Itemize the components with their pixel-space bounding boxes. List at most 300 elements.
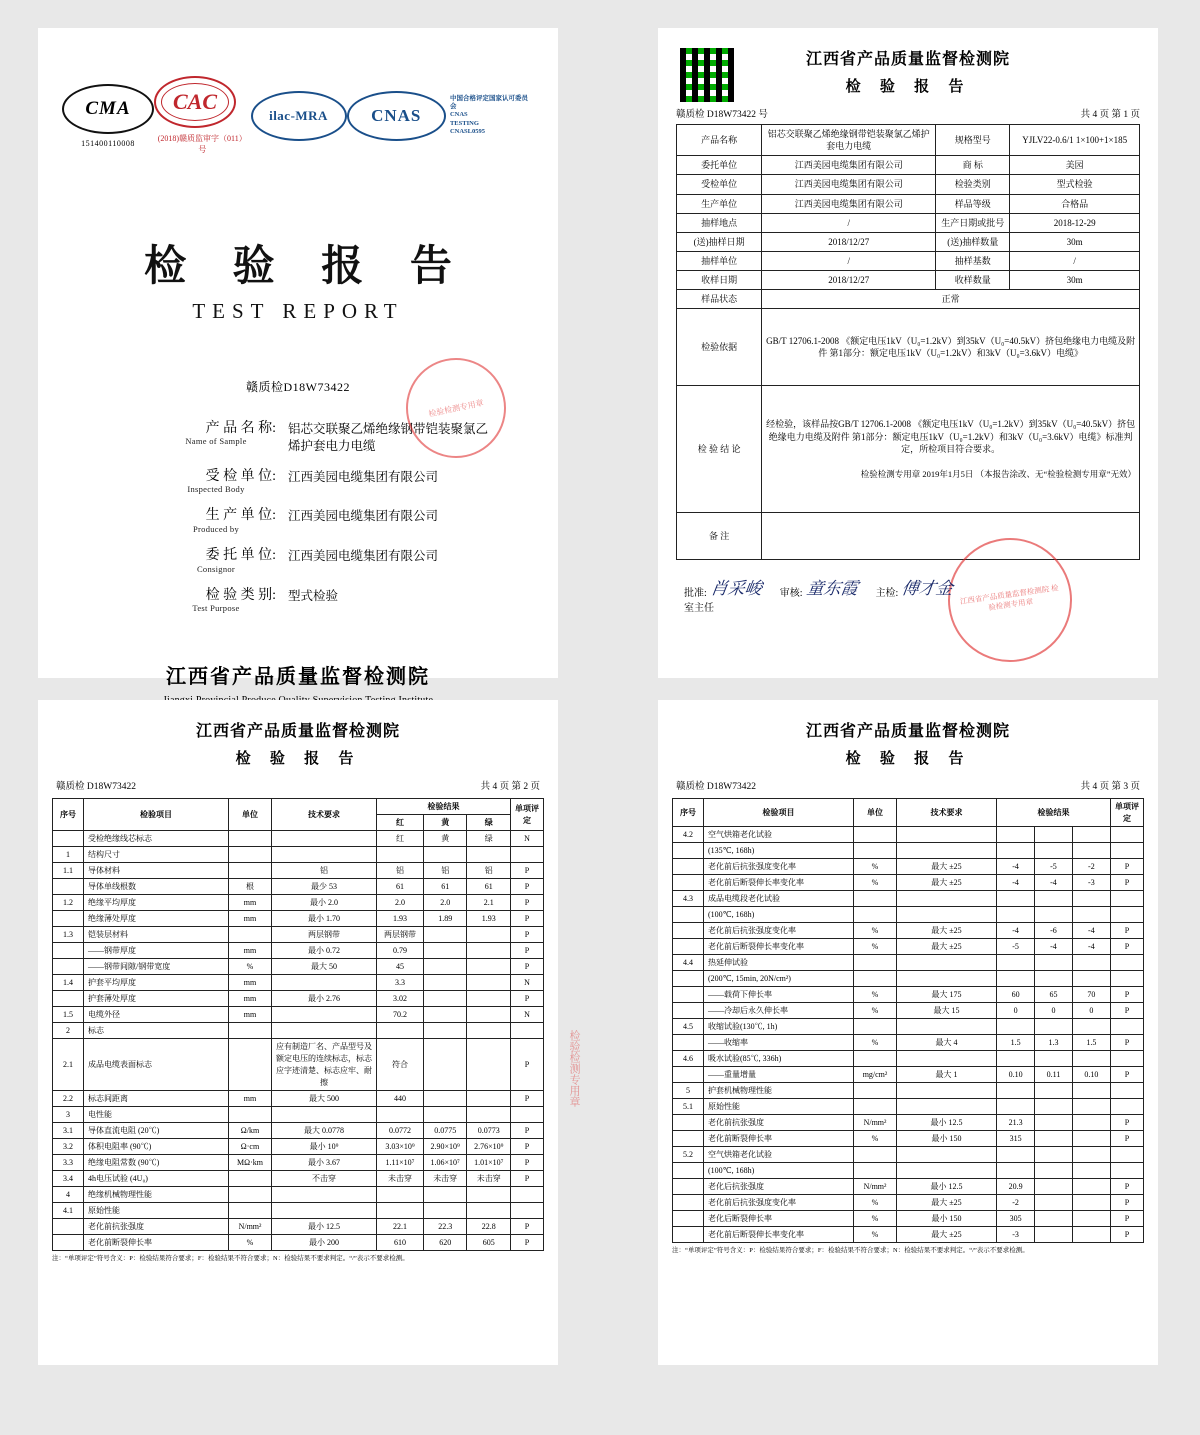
- cell-value: [272, 1107, 377, 1123]
- cell-value: P: [1111, 1067, 1144, 1083]
- cnas-logo: [347, 91, 534, 141]
- cell-value: 1.5: [1072, 1035, 1110, 1051]
- table-row: [53, 895, 544, 911]
- cell-value: [1035, 907, 1073, 923]
- cell-no: [53, 1219, 84, 1235]
- cell-value: P: [511, 1155, 544, 1171]
- field-row: [156, 469, 558, 495]
- cell-item: 空气烘箱老化试验: [704, 827, 854, 843]
- cell-item: 老化前抗张强度: [84, 1219, 229, 1235]
- cell-value: [467, 1039, 511, 1091]
- cell-item: ——收缩率: [704, 1035, 854, 1051]
- cell-value: [1072, 955, 1110, 971]
- cell-value: 最大 1: [897, 1067, 997, 1083]
- cell-value: N: [511, 975, 544, 991]
- remark-value: [762, 513, 1140, 560]
- cell-value: 不击穿: [272, 1171, 377, 1187]
- table-row: [53, 863, 544, 879]
- signature-label: 主检:: [875, 588, 899, 600]
- cell-item: 绝缘电阻常数 (90℃): [84, 1155, 229, 1171]
- cell-value: mm: [229, 943, 272, 959]
- cell-value: [1035, 971, 1073, 987]
- cell-value: [1035, 1083, 1073, 1099]
- cell-value: [997, 955, 1035, 971]
- cell-value: [897, 1083, 997, 1099]
- page-2-cell: [610, 0, 1200, 700]
- col-header-no: 序号: [53, 799, 84, 831]
- cell-value: 3.03×10⁹: [377, 1139, 424, 1155]
- cell-value: P: [511, 927, 544, 943]
- cell-no: [53, 911, 84, 927]
- cell-value: [897, 1147, 997, 1163]
- cell-label: 样品等级: [936, 194, 1010, 213]
- table-row: [673, 907, 1144, 923]
- cell-value: /: [1010, 251, 1140, 270]
- cell-item: 成品电缆表面标志: [84, 1039, 229, 1091]
- table-note: 注：“单项评定”符号含义：P：检验结果符合要求；F：检验结果不符合要求；N：检验结果不要求判定。“/”表示不要求检测。: [672, 1247, 1029, 1254]
- table-row: [673, 1131, 1144, 1147]
- cell-value: [997, 1083, 1035, 1099]
- cell-label: (送)抽样日期: [677, 232, 762, 251]
- cell-no: 5: [673, 1083, 704, 1099]
- cell-value: mm: [229, 895, 272, 911]
- cell-label: 抽样单位: [677, 251, 762, 270]
- cell-value: [377, 847, 424, 863]
- cell-value: [854, 1051, 897, 1067]
- cell-value: 铝芯交联聚乙烯绝缘钢带铠装聚氯乙烯护套电力电缆: [762, 125, 936, 156]
- cell-item: 结构尺寸: [84, 847, 229, 863]
- cell-value: P: [1111, 875, 1144, 891]
- col-header-result: 检验结果: [997, 799, 1111, 827]
- cell-no: 5.2: [673, 1147, 704, 1163]
- cell-no: 1.5: [53, 1007, 84, 1023]
- cell-value: [1072, 1179, 1110, 1195]
- cell-no: 4.1: [53, 1203, 84, 1219]
- cac-oval-icon: CAC: [154, 76, 236, 128]
- cell-value: [997, 1099, 1035, 1115]
- cell-value: [1072, 1083, 1110, 1099]
- report-meta: [676, 778, 1140, 792]
- cell-value: 江西美园电缆集团有限公司: [762, 175, 936, 194]
- table-row: [673, 1195, 1144, 1211]
- cell-value: P: [511, 879, 544, 895]
- cell-value: [423, 1039, 467, 1091]
- table-row: [673, 1035, 1144, 1051]
- page-title: 检 验 报 告: [235, 749, 361, 767]
- cell-value: 最大 4: [897, 1035, 997, 1051]
- field-label: [156, 588, 276, 614]
- cell-item: 导体材料: [84, 863, 229, 879]
- page-title: 检 验 报 告: [845, 77, 971, 95]
- cell-value: [423, 927, 467, 943]
- cell-value: P: [511, 991, 544, 1007]
- cell-value: -4: [1072, 923, 1110, 939]
- signature-row: [684, 574, 1158, 599]
- cell-value: mm: [229, 975, 272, 991]
- cell-value: 1.11×10⁷: [377, 1155, 424, 1171]
- cell-value: 最少 53: [272, 879, 377, 895]
- cell-value: [467, 1007, 511, 1023]
- table-row: [53, 1155, 544, 1171]
- conclusion-signature-note: 检验检测专用章 2019年1月5日 （本报告涂改、无“检验检测专用章”无效）: [860, 468, 1136, 479]
- cell-value: [854, 1019, 897, 1035]
- cell-value: [1035, 1179, 1073, 1195]
- field-value: 江西美园电缆集团有限公司: [288, 509, 439, 524]
- report-summary-page: [658, 28, 1158, 678]
- table-note: 注：“单项评定”符号含义：P：检验结果符合要求；F：检验结果不符合要求；N：检验结果不要求判定。“/”表示不要求检测。: [52, 1255, 409, 1262]
- cell-value: 最大 50: [272, 959, 377, 975]
- cell-value: 3.02: [377, 991, 424, 1007]
- cell-no: [673, 1115, 704, 1131]
- cell-no: [673, 1035, 704, 1051]
- cell-value: [511, 1023, 544, 1039]
- cell-value: [1035, 955, 1073, 971]
- cell-value: 铝: [467, 863, 511, 879]
- sub-col-yellow: 黄: [423, 815, 467, 831]
- cell-value: [229, 1171, 272, 1187]
- cell-value: 620: [423, 1235, 467, 1251]
- table-body: [53, 831, 544, 1251]
- page-number: 共 4 页 第 3 页: [1080, 782, 1140, 792]
- cell-value: P: [511, 1091, 544, 1107]
- cell-value: [511, 1203, 544, 1219]
- cell-item: 老化前抗张强度: [704, 1115, 854, 1131]
- cnas-side-text: [450, 95, 534, 136]
- cell-value: P: [511, 1219, 544, 1235]
- table-row: [53, 991, 544, 1007]
- red-stamp-icon: 江西省产品质量监督检测院 检验检测专用章: [940, 530, 1080, 670]
- cell-value: -4: [1035, 875, 1073, 891]
- cell-value: [854, 971, 897, 987]
- cell-value: 最小 2.0: [272, 895, 377, 911]
- cell-item: 绝缘平均厚度: [84, 895, 229, 911]
- cell-value: %: [854, 859, 897, 875]
- cell-value: P: [1111, 859, 1144, 875]
- cell-value: 0.10: [997, 1067, 1035, 1083]
- cell-item: 老化前后断裂伸长率变化率: [704, 875, 854, 891]
- cell-value: [1072, 843, 1110, 859]
- sample-state-label: 样品状态: [677, 290, 762, 309]
- cell-value: 最大 ±25: [897, 1195, 997, 1211]
- cell-value: 江西美园电缆集团有限公司: [762, 156, 936, 175]
- cell-item: 老化后抗张强度: [704, 1179, 854, 1195]
- cell-value: 最大 500: [272, 1091, 377, 1107]
- col-header-unit: 单位: [854, 799, 897, 827]
- cell-value: N/mm²: [229, 1219, 272, 1235]
- cell-value: 最小 1.70: [272, 911, 377, 927]
- cell-value: 最小 0.72: [272, 943, 377, 959]
- cell-value: [1072, 1195, 1110, 1211]
- conclusion-text: 经检验，该样品按GB/T 12706.1-2008 《额定电压1kV（U₀=1.2kV）到35kV（U₀=40.5kV）挤包绝缘电力电缆及附件 第1部分：额定电压1kV（U₀=1.2kV）和3kV（U₀=3.6kV）电缆》标准判定，所检项目符合要求。: [766, 419, 1136, 454]
- cell-value: 2.0: [423, 895, 467, 911]
- cell-no: 3.1: [53, 1123, 84, 1139]
- cell-value: %: [854, 1131, 897, 1147]
- cell-value: -4: [1072, 939, 1110, 955]
- field-label-en: Test Purpose: [192, 603, 240, 614]
- table-row: [53, 1123, 544, 1139]
- cell-item: (200℃, 15min, 20N/cm²): [704, 971, 854, 987]
- report-meta: [676, 106, 1140, 120]
- red-side-stamp-icon: 检验检测专用章: [568, 1030, 580, 1107]
- remark-label: 备 注: [677, 513, 762, 560]
- cell-value: [1035, 1227, 1073, 1243]
- cell-value: 22.8: [467, 1219, 511, 1235]
- cell-value: 1.93: [377, 911, 424, 927]
- cell-no: [673, 1067, 704, 1083]
- cell-value: 0.10: [1072, 1067, 1110, 1083]
- cell-value: [467, 847, 511, 863]
- cell-value: [377, 1107, 424, 1123]
- cell-value: [272, 1187, 377, 1203]
- cell-no: 2.2: [53, 1091, 84, 1107]
- cell-value: 型式检验: [1010, 175, 1140, 194]
- table-row: [677, 194, 1140, 213]
- test-results-table-p3: [672, 798, 1144, 1243]
- cell-value: [1111, 1099, 1144, 1115]
- table-row: [53, 1023, 544, 1039]
- table-row: [673, 971, 1144, 987]
- cell-value: -4: [997, 923, 1035, 939]
- cell-value: mm: [229, 1091, 272, 1107]
- cell-no: [53, 1235, 84, 1251]
- cell-value: -5: [997, 939, 1035, 955]
- col-header-requirement: 技术要求: [272, 799, 377, 831]
- cell-value: P: [511, 1039, 544, 1091]
- cell-value: MΩ·km: [229, 1155, 272, 1171]
- report-number: 赣质检 D18W73422 号: [676, 110, 768, 120]
- page-1-cell: [0, 0, 610, 700]
- cell-value: [854, 843, 897, 859]
- cell-value: [467, 1091, 511, 1107]
- cell-value: N/mm²: [854, 1115, 897, 1131]
- cell-value: P: [1111, 1003, 1144, 1019]
- cell-item: ——冷却后永久伸长率: [704, 1003, 854, 1019]
- cell-item: 绝缘薄处厚度: [84, 911, 229, 927]
- cell-value: [1035, 1147, 1073, 1163]
- cell-value: %: [854, 987, 897, 1003]
- cell-value: [423, 991, 467, 1007]
- cell-no: 1: [53, 847, 84, 863]
- cell-value: 铝: [423, 863, 467, 879]
- signature-tester: [876, 574, 954, 599]
- cell-item: 电缆外径: [84, 1007, 229, 1023]
- cell-item: 老化前后断裂伸长率变化率: [704, 939, 854, 955]
- cell-value: 61: [423, 879, 467, 895]
- cell-value: %: [854, 1003, 897, 1019]
- table-row: [53, 847, 544, 863]
- cac-logo: [154, 76, 251, 155]
- field-label-cn: 检 验 类 别:: [205, 587, 276, 603]
- cell-value: 45: [377, 959, 424, 975]
- cell-value: %: [854, 1195, 897, 1211]
- cell-value: 铝: [377, 863, 424, 879]
- cell-value: [897, 955, 997, 971]
- institute-name: 江西省产品质量监督检测院: [805, 721, 1010, 740]
- table-row: [677, 309, 1140, 386]
- table-row: [53, 943, 544, 959]
- cell-value: 2018-12-29: [1010, 213, 1140, 232]
- cell-value: %: [854, 923, 897, 939]
- cell-value: P: [511, 1171, 544, 1187]
- cma-oval-icon: CMA: [62, 84, 154, 134]
- cma-logo: [62, 84, 154, 148]
- cell-label: 商 标: [936, 156, 1010, 175]
- cell-value: 最小 12.5: [897, 1115, 997, 1131]
- table-row: [673, 1179, 1144, 1195]
- cell-value: 0.0775: [423, 1123, 467, 1139]
- cell-value: 1.06×10⁷: [423, 1155, 467, 1171]
- cma-number: 151400110008: [81, 138, 135, 148]
- cell-value: 最大 ±25: [897, 923, 997, 939]
- table-row: [677, 125, 1140, 156]
- cell-no: [673, 875, 704, 891]
- cell-item: 受检绝缘线芯标志: [84, 831, 229, 847]
- cell-value: [854, 891, 897, 907]
- cell-value: 未击穿: [467, 1171, 511, 1187]
- cell-value: [854, 1163, 897, 1179]
- page-3-cell: [0, 700, 610, 1435]
- cell-value: [897, 907, 997, 923]
- cell-value: [1035, 827, 1073, 843]
- cell-item: 老化前后抗张强度变化率: [704, 923, 854, 939]
- table-row: [673, 1051, 1144, 1067]
- accreditation-logos: [38, 28, 558, 155]
- cell-value: -3: [1072, 875, 1110, 891]
- cell-value: [1035, 1131, 1073, 1147]
- cell-value: 1.89: [423, 911, 467, 927]
- table-row: [53, 1235, 544, 1251]
- cell-no: [53, 959, 84, 975]
- cell-value: -4: [1035, 939, 1073, 955]
- cell-value: [997, 891, 1035, 907]
- cell-value: %: [854, 1035, 897, 1051]
- cell-no: [673, 1163, 704, 1179]
- cell-value: 610: [377, 1235, 424, 1251]
- cell-value: [423, 1091, 467, 1107]
- cell-value: [377, 1187, 424, 1203]
- cell-value: [1035, 1211, 1073, 1227]
- table-row: [677, 156, 1140, 175]
- cell-value: 70.2: [377, 1007, 424, 1023]
- cell-value: 最大 0.0778: [272, 1123, 377, 1139]
- cell-value: P: [511, 1139, 544, 1155]
- cell-item: ——钢带厚度: [84, 943, 229, 959]
- cell-value: -6: [1035, 923, 1073, 939]
- cnas-side-line4: CNASL0595: [449, 127, 486, 135]
- cell-value: 1.3: [1035, 1035, 1073, 1051]
- cell-value: %: [854, 875, 897, 891]
- cell-label: 生产单位: [677, 194, 762, 213]
- cell-value: [1072, 1019, 1110, 1035]
- cell-item: 4h电压试验 (4U₀): [84, 1171, 229, 1187]
- cell-value: [1111, 843, 1144, 859]
- col-header-no: 序号: [673, 799, 704, 827]
- cell-value: %: [229, 959, 272, 975]
- table-header-row: [53, 799, 544, 815]
- cell-no: 3.3: [53, 1155, 84, 1171]
- signature-sub-label: 室主任: [684, 603, 714, 615]
- cell-value: 2.1: [467, 895, 511, 911]
- cell-no: [53, 879, 84, 895]
- cell-value: [897, 971, 997, 987]
- basis-label: 检验依据: [677, 309, 762, 386]
- cell-no: [673, 1211, 704, 1227]
- table-row: [53, 975, 544, 991]
- cell-value: [229, 847, 272, 863]
- cell-value: [1072, 1051, 1110, 1067]
- cell-value: 0.11: [1035, 1067, 1073, 1083]
- cell-item: 标志: [84, 1023, 229, 1039]
- cell-value: P: [1111, 1035, 1144, 1051]
- cell-value: 0.0772: [377, 1123, 424, 1139]
- cell-no: 4: [53, 1187, 84, 1203]
- cell-no: [673, 1179, 704, 1195]
- cell-value: mg/cm²: [854, 1067, 897, 1083]
- cell-label: 检验类别: [936, 175, 1010, 194]
- cell-value: [272, 975, 377, 991]
- cell-no: [673, 907, 704, 923]
- table-row: [673, 1211, 1144, 1227]
- cell-item: 成品电缆段老化试验: [704, 891, 854, 907]
- cell-no: 1.1: [53, 863, 84, 879]
- table-row: [673, 955, 1144, 971]
- cell-item: 老化前后断裂伸长率变化率: [704, 1227, 854, 1243]
- cell-item: 热延伸试验: [704, 955, 854, 971]
- cell-value: mm: [229, 1007, 272, 1023]
- cell-item: ——钢带间隙/钢带宽度: [84, 959, 229, 975]
- cell-value: [467, 1187, 511, 1203]
- cell-value: [1072, 1227, 1110, 1243]
- cell-value: P: [511, 911, 544, 927]
- cell-item: 体积电阻率 (90℃): [84, 1139, 229, 1155]
- sample-state-value: 正常: [762, 290, 1140, 309]
- cell-value: 22.1: [377, 1219, 424, 1235]
- cell-value: [1072, 907, 1110, 923]
- cnas-side-line3: TESTING: [449, 119, 479, 127]
- cell-no: 1.4: [53, 975, 84, 991]
- cell-value: %: [854, 939, 897, 955]
- cell-value: [1035, 1051, 1073, 1067]
- cell-no: [673, 1003, 704, 1019]
- cell-value: 22.3: [423, 1219, 467, 1235]
- cell-value: -5: [1035, 859, 1073, 875]
- table-row: [53, 1039, 544, 1091]
- page-4-cell: [610, 700, 1200, 1435]
- cell-value: 1.5: [997, 1035, 1035, 1051]
- cell-value: [1035, 1019, 1073, 1035]
- cell-value: YJLV22-0.6/1 1×100+1×185: [1010, 125, 1140, 156]
- cell-item: 导体直流电阻 (20℃): [84, 1123, 229, 1139]
- cell-value: [1111, 891, 1144, 907]
- col-header-item: 检验项目: [704, 799, 854, 827]
- cell-value: P: [511, 1235, 544, 1251]
- cell-value: [467, 959, 511, 975]
- red-stamp-icon: 检验检测专用章: [397, 349, 516, 468]
- cover-fields: [156, 421, 558, 614]
- cell-value: 1.93: [467, 911, 511, 927]
- cell-no: 1.2: [53, 895, 84, 911]
- table-row: [53, 1007, 544, 1023]
- cell-no: 2: [53, 1023, 84, 1039]
- cell-value: [423, 1203, 467, 1219]
- cell-value: /: [762, 213, 936, 232]
- cell-value: 最小 150: [897, 1211, 997, 1227]
- cell-value: 最小 3.67: [272, 1155, 377, 1171]
- cell-value: [1072, 1211, 1110, 1227]
- cell-value: [467, 991, 511, 1007]
- cell-value: [467, 1023, 511, 1039]
- cell-value: -2: [1072, 859, 1110, 875]
